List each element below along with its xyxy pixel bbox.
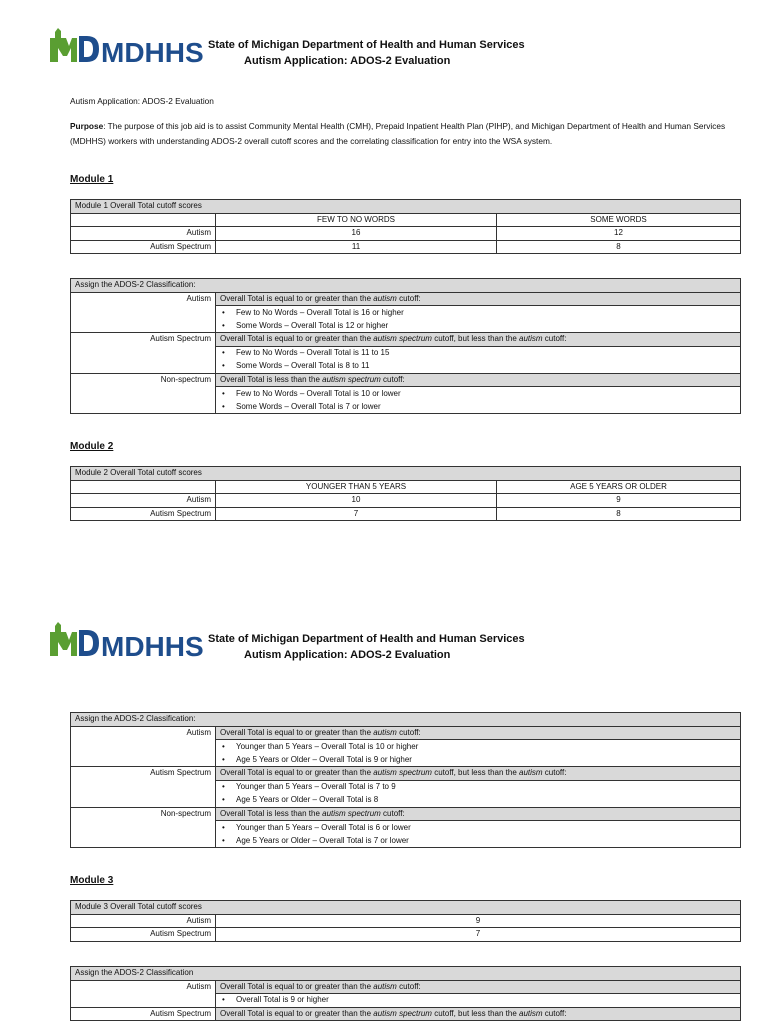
list-item: • Age 5 Years or Older – Overall Total is 8 (71, 794, 741, 808)
score-cell: 8 (497, 507, 741, 521)
list-item: • Overall Total is 9 or higher (71, 994, 741, 1008)
classification-rule: Overall Total is less than the autism spectrum cutoff: (216, 807, 741, 821)
bullet-icon: • (222, 782, 225, 791)
classification-rule: Overall Total is equal to or greater than the autism spectrum cutoff, but less than the autism cutoff: (216, 333, 741, 347)
list-item: • Few to No Words – Overall Total is 16 or higher (71, 306, 741, 320)
table-row (71, 914, 741, 928)
module-1-cutoff-table (70, 199, 741, 254)
list-item: • Some Words – Overall Total is 7 or lower (71, 400, 741, 414)
row-label: Autism Spectrum (71, 240, 216, 254)
list-item: • Some Words – Overall Total is 12 or higher (71, 319, 741, 333)
score-cell: 10 (216, 494, 497, 508)
score-cell: 7 (216, 507, 497, 521)
classification-rule: Overall Total is equal to or greater than the autism cutoff: (216, 726, 741, 740)
mdhhs-logo (47, 26, 204, 68)
score-cell: 8 (497, 240, 741, 254)
row-label: Autism (71, 494, 216, 508)
row-label: Autism (71, 227, 216, 241)
classification-rule: Overall Total is equal to or greater than the autism cutoff: (216, 980, 741, 994)
logo-text: MDHHS (101, 37, 204, 68)
classification-group (71, 373, 741, 387)
list-item: • Younger than 5 Years – Overall Total is 6 or lower (71, 821, 741, 835)
purpose-paragraph (70, 119, 740, 148)
list-item: • Few to No Words – Overall Total is 11 to 15 (71, 346, 741, 360)
table-row (71, 227, 741, 241)
classification-label: Autism (71, 726, 216, 767)
module-3-cutoff-table (70, 900, 741, 942)
bullet-icon: • (222, 320, 225, 330)
purpose-label: Purpose (70, 121, 104, 131)
classification-group (71, 333, 741, 347)
list-item: • Age 5 Years or Older – Overall Total is 9 or higher (71, 753, 741, 767)
module-1-classification-table (70, 278, 741, 414)
classification-rule: Overall Total is less than the autism spectrum cutoff: (216, 373, 741, 387)
document-subtitle: Autism Application: ADOS-2 Evaluation (70, 96, 214, 106)
page-header (0, 594, 768, 674)
classification-group (71, 726, 741, 740)
score-cell: 7 (216, 928, 741, 942)
classification-rule: Overall Total is equal to or greater than the autism cutoff: (216, 292, 741, 306)
column-header: SOME WORDS (497, 213, 741, 227)
column-header: FEW TO NO WORDS (216, 213, 497, 227)
classification-label: Autism Spectrum (71, 767, 216, 808)
column-header: AGE 5 YEARS OR OLDER (497, 480, 741, 494)
classification-group (71, 1007, 741, 1021)
bullet-icon: • (222, 754, 225, 764)
score-cell: 9 (497, 494, 741, 508)
bullet-icon: • (222, 741, 225, 751)
module-3-heading: Module 3 (70, 875, 114, 886)
module-2-classification-table (70, 712, 741, 848)
bullet-icon: • (222, 835, 225, 845)
classification-group (71, 807, 741, 821)
classification-group (71, 980, 741, 994)
column-header: YOUNGER THAN 5 YEARS (216, 480, 497, 494)
classification-rule: Overall Total is equal to or greater than the autism spectrum cutoff, but less than the autism cutoff: (216, 767, 741, 781)
page-title: State of Michigan Department of Health and Human Services Autism Application: ADOS-2 Evaluation (208, 39, 525, 67)
table-row (71, 494, 741, 508)
score-cell: 12 (497, 227, 741, 241)
module-2-heading: Module 2 (70, 441, 114, 452)
bullet-icon: • (222, 795, 225, 804)
classification-label: Autism (71, 292, 216, 333)
table-caption: Module 3 Overall Total cutoff scores (71, 901, 741, 915)
document-page-2 (0, 594, 768, 1018)
bullet-icon: • (222, 401, 225, 411)
mdhhs-logo (47, 620, 204, 662)
row-label: Autism (71, 914, 216, 928)
row-label: Autism Spectrum (71, 928, 216, 942)
table-caption: Assign the ADOS-2 Classification: (71, 713, 741, 727)
score-cell: 9 (216, 914, 741, 928)
classification-group (71, 292, 741, 306)
score-cell: 16 (216, 227, 497, 241)
classification-label: Non-spectrum (71, 807, 216, 848)
row-label: Autism Spectrum (71, 507, 216, 521)
table-caption: Assign the ADOS-2 Classification (71, 967, 741, 981)
bullet-icon: • (222, 307, 225, 317)
bullet-icon: • (222, 361, 225, 370)
logo-text: MDHHS (101, 631, 204, 662)
score-cell: 11 (216, 240, 497, 254)
table-row (71, 240, 741, 254)
classification-label: Autism Spectrum (71, 333, 216, 374)
table-row (71, 507, 741, 521)
module-2-cutoff-table (70, 466, 741, 521)
list-item: • Age 5 Years or Older – Overall Total is 7 or lower (71, 834, 741, 848)
classification-label: Autism Spectrum (71, 1007, 216, 1021)
bullet-icon: • (222, 822, 225, 832)
classification-rule: Overall Total is equal to or greater than the autism spectrum cutoff, but less than the autism cutoff: (216, 1007, 741, 1021)
table-row (71, 928, 741, 942)
module-3-classification-table (70, 966, 741, 1021)
list-item: • Few to No Words – Overall Total is 10 or lower (71, 387, 741, 401)
purpose-text: : The purpose of this job aid is to assist Community Mental Health (CMH), Prepaid Inpatient Health Plan (PIHP), and Michigan Department of Health and Human Services (MDHHS) workers with understanding ADOS-2 overall cutoff scores and the correlating classification for entry into the WSA system. (70, 121, 726, 146)
page-title: State of Michigan Department of Health and Human Services Autism Application: ADOS-2 Evaluation (208, 633, 525, 661)
bullet-icon: • (222, 995, 225, 1005)
classification-group (71, 767, 741, 781)
table-caption: Module 1 Overall Total cutoff scores (71, 200, 741, 214)
classification-label: Autism (71, 980, 216, 1007)
classification-label: Non-spectrum (71, 373, 216, 414)
table-caption: Assign the ADOS-2 Classification: (71, 279, 741, 293)
list-item: • Some Words – Overall Total is 8 to 11 (71, 360, 741, 374)
list-item: • Younger than 5 Years – Overall Total is 10 or higher (71, 740, 741, 754)
table-caption: Module 2 Overall Total cutoff scores (71, 467, 741, 481)
page-header (0, 0, 768, 80)
module-1-heading: Module 1 (70, 174, 114, 185)
bullet-icon: • (222, 348, 225, 357)
bullet-icon: • (222, 388, 225, 398)
list-item: • Younger than 5 Years – Overall Total is 7 to 9 (71, 780, 741, 794)
